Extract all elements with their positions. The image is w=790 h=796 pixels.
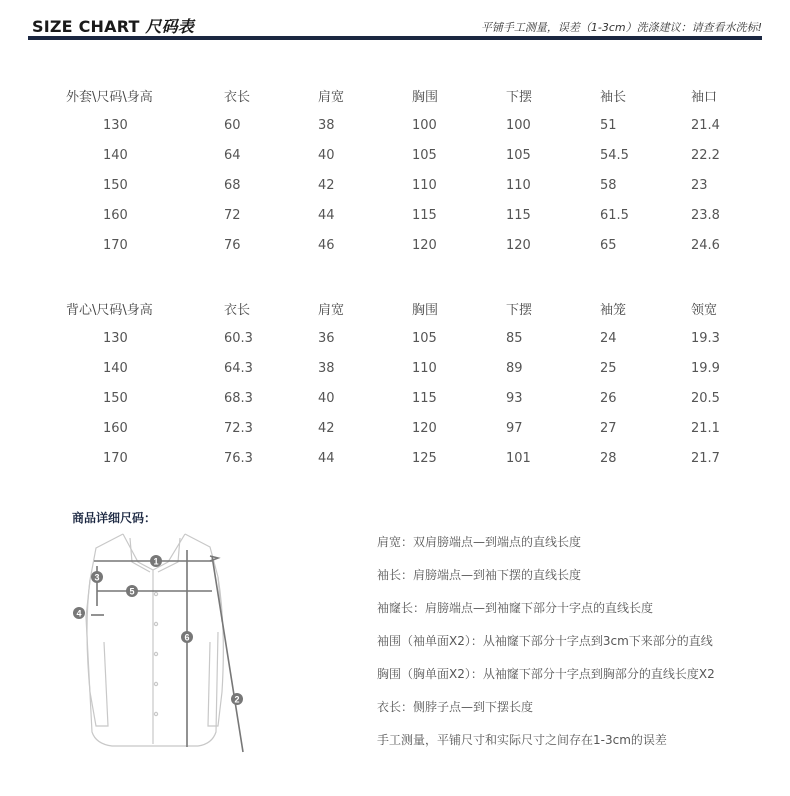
table-cell: 130 (103, 117, 128, 133)
shirt-measurement-diagram (60, 522, 260, 762)
column-header: 胸围 (412, 302, 439, 318)
table-cell: 21.7 (691, 450, 720, 466)
column-header: 肩宽 (318, 89, 345, 105)
table-cell: 140 (103, 147, 128, 163)
table-cell: 101 (506, 450, 531, 466)
table-row (66, 413, 766, 443)
marker-5 (126, 585, 138, 597)
note-chest-circumference: 胸围（胸单面X2）：从袖窿下部分十字点到胸部分的直线长度X2 (377, 667, 715, 681)
table-cell: 64 (224, 147, 241, 163)
measurement-lines (91, 550, 243, 752)
table-cell: 160 (103, 420, 128, 436)
table-cell: 22.2 (691, 147, 720, 163)
header-divider (28, 36, 762, 40)
table-cell: 61.5 (600, 207, 629, 223)
table-cell: 19.3 (691, 330, 720, 346)
table-cell: 72.3 (224, 420, 253, 436)
column-header: 外套\尺码\身高 (66, 89, 153, 105)
column-header: 领宽 (691, 302, 718, 318)
table-cell: 130 (103, 330, 128, 346)
table-cell: 105 (506, 147, 531, 163)
note-sleeve-circumference: 袖围（袖单面X2）：从袖窿下部分十字点到3cm下来部分的直线 (377, 634, 713, 648)
column-header: 背心\尺码\身高 (66, 302, 153, 318)
table-cell: 65 (600, 237, 617, 253)
note-garment-length: 衣长：侧脖子点—到下摆长度 (377, 700, 534, 714)
table-row (66, 443, 766, 473)
svg-text:6: 6 (184, 632, 190, 643)
table-row (66, 353, 766, 383)
table-cell: 24.6 (691, 237, 720, 253)
table-cell: 42 (318, 420, 335, 436)
table-cell: 115 (412, 390, 437, 406)
svg-text:4: 4 (76, 608, 82, 619)
marker-6 (181, 631, 193, 643)
table-cell: 110 (412, 360, 437, 376)
marker-4 (73, 607, 85, 619)
table-row (66, 170, 766, 200)
table-cell: 40 (318, 390, 335, 406)
table-cell: 150 (103, 177, 128, 193)
table-cell: 20.5 (691, 390, 720, 406)
table-row (66, 323, 766, 353)
table-cell: 160 (103, 207, 128, 223)
table-cell: 60 (224, 117, 241, 133)
table-cell: 46 (318, 237, 335, 253)
column-header: 袖长 (600, 89, 627, 105)
svg-text:5: 5 (129, 586, 135, 597)
table-cell: 58 (600, 177, 617, 193)
detail-title: 商品详细尺码： (72, 511, 157, 525)
table-cell: 23.8 (691, 207, 720, 223)
table-cell: 19.9 (691, 360, 720, 376)
table-cell: 76 (224, 237, 241, 253)
measurement-note: 平铺手工测量，误差（1-3cm）洗涤建议：请查看水洗标! (480, 21, 762, 34)
column-header: 衣长 (224, 302, 251, 318)
table-cell: 76.3 (224, 450, 253, 466)
table-cell: 36 (318, 330, 335, 346)
table-header-row (66, 80, 766, 110)
table-cell: 72 (224, 207, 241, 223)
table-cell: 110 (506, 177, 531, 193)
marker-2 (231, 693, 243, 705)
table-header-row (66, 293, 766, 323)
note-sleeve-length: 袖长：肩膀端点—到袖下摆的直线长度 (377, 568, 582, 582)
table-cell: 89 (506, 360, 523, 376)
table-row (66, 383, 766, 413)
table-cell: 115 (506, 207, 531, 223)
table-cell: 93 (506, 390, 523, 406)
note-armhole-length: 袖窿长：肩膀端点—到袖窿下部分十字点的直线长度 (377, 601, 654, 615)
table-cell: 27 (600, 420, 617, 436)
table-cell: 100 (412, 117, 437, 133)
column-header: 袖口 (691, 89, 718, 105)
table-cell: 120 (412, 420, 437, 436)
measurement-notes (377, 532, 777, 763)
table-cell: 40 (318, 147, 335, 163)
title-cn: 尺码表 (145, 17, 194, 36)
table-cell: 28 (600, 450, 617, 466)
table-cell: 64.3 (224, 360, 253, 376)
table-cell: 26 (600, 390, 617, 406)
title-en: SIZE CHART (32, 17, 140, 36)
table-cell: 105 (412, 330, 437, 346)
table-cell: 60.3 (224, 330, 253, 346)
table-cell: 38 (318, 117, 335, 133)
table-cell: 24 (600, 330, 617, 346)
table-cell: 120 (412, 237, 437, 253)
table-cell: 85 (506, 330, 523, 346)
table-row (66, 140, 766, 170)
table-cell: 38 (318, 360, 335, 376)
column-header: 衣长 (224, 89, 251, 105)
column-header: 肩宽 (318, 302, 345, 318)
table-cell: 25 (600, 360, 617, 376)
table-row (66, 230, 766, 260)
svg-text:1: 1 (153, 556, 159, 567)
table-cell: 68.3 (224, 390, 253, 406)
vest-size-table (66, 293, 766, 473)
table-cell: 42 (318, 177, 335, 193)
table-cell: 120 (506, 237, 531, 253)
table-row (66, 200, 766, 230)
marker-3 (91, 571, 103, 583)
table-cell: 51 (600, 117, 617, 133)
table-cell: 54.5 (600, 147, 629, 163)
table-cell: 100 (506, 117, 531, 133)
column-header: 袖笼 (600, 302, 627, 318)
table-cell: 115 (412, 207, 437, 223)
table-cell: 23 (691, 177, 708, 193)
table-cell: 125 (412, 450, 437, 466)
table-cell: 44 (318, 207, 335, 223)
header (0, 0, 790, 42)
svg-text:2: 2 (234, 694, 240, 705)
table-cell: 44 (318, 450, 335, 466)
table-cell: 68 (224, 177, 241, 193)
note-shoulder-width: 肩宽：双肩膀端点—到端点的直线长度 (377, 535, 582, 549)
svg-text:3: 3 (94, 572, 100, 583)
column-header: 下摆 (506, 89, 533, 105)
column-header: 下摆 (506, 302, 533, 318)
column-header: 胸围 (412, 89, 439, 105)
page-title (32, 14, 194, 37)
table-cell: 170 (103, 237, 128, 253)
table-cell: 170 (103, 450, 128, 466)
table-cell: 140 (103, 360, 128, 376)
table-cell: 97 (506, 420, 523, 436)
table-cell: 21.4 (691, 117, 720, 133)
table-cell: 150 (103, 390, 128, 406)
table-cell: 110 (412, 177, 437, 193)
table-cell: 105 (412, 147, 437, 163)
table-row (66, 110, 766, 140)
table-cell: 21.1 (691, 420, 720, 436)
marker-1 (150, 555, 162, 567)
note-measurement-error: 手工测量，平铺尺寸和实际尺寸之间存在1-3cm的误差 (377, 733, 667, 747)
coat-size-table (66, 80, 766, 260)
